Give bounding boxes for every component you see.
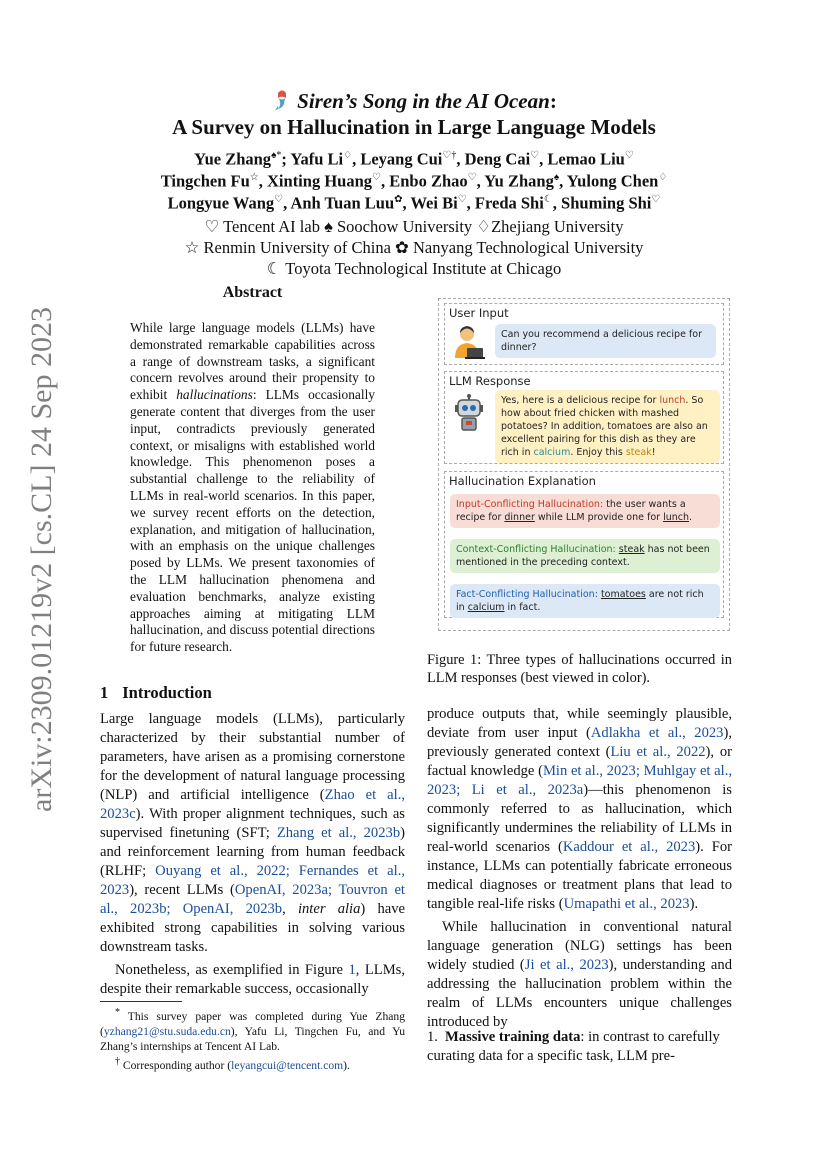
author: , Freda Shi xyxy=(466,193,544,213)
author: , Lemao Liu xyxy=(539,149,625,169)
author-mark: ♡ xyxy=(624,150,634,161)
text: ). With proper alignment techniques, such as supervised finetuning (SFT; xyxy=(100,806,405,841)
abstract-heading: Abstract xyxy=(222,284,283,301)
llm-response-bubble xyxy=(495,390,720,463)
llm-response-title: LLM Response xyxy=(449,374,531,388)
citation-link[interactable]: Ouyang et al., 2022; Fernandes et al., 2023 xyxy=(100,863,405,898)
citation-link[interactable]: Zhao et al., 2023c xyxy=(100,787,405,822)
abstract-text: : LLMs occasionally generate content that diverges from the user input, contradicts previously generated context, or misaligns with established world knowledge. This phenomenon poses a substantial challenge to the reliability of LLMs in real-world scenarios. In this paper, we survey recent efforts on the detection, explanation, and mitigation of hallucination, with an emphasis on the unique challenges posed by LLMs. We present taxonomies of the LLM hallucination phenomena and evaluation benchmarks, analyze existing approaches aiming at mitigating LLM hallucination, and discuss potential directions for future research. xyxy=(130,387,375,655)
input-lunch: lunch xyxy=(663,512,690,523)
author-mark: ♡ xyxy=(651,194,661,205)
footnotes xyxy=(100,1005,405,1073)
figure-caption: Figure 1: Three types of hallucinations occurred in LLM responses (best viewed in color). xyxy=(427,652,732,686)
footnote-1 xyxy=(100,1005,405,1054)
footnote-mark: * xyxy=(115,1007,120,1018)
author: , Wei Bi xyxy=(402,193,458,213)
author-mark: ♡ xyxy=(372,172,381,183)
affiliation-line-3: ☾ Toyota Technological Institute at Chicago xyxy=(266,259,562,278)
footnote-rule xyxy=(100,1001,182,1002)
paragraph xyxy=(427,705,732,914)
section-title: Introduction xyxy=(122,683,212,702)
arxiv-stamp: arXiv:2309.01219v2 [cs.CL] 24 Sep 2023 xyxy=(25,307,58,812)
resp-text: Yes, here is a delicious recipe for xyxy=(501,395,660,406)
author-mark: ♠* xyxy=(271,150,282,161)
author: , Yu Zhang xyxy=(476,171,554,191)
paragraph xyxy=(100,710,405,957)
resp-lunch: lunch xyxy=(659,395,686,406)
emphasis: inter alia xyxy=(297,901,361,917)
resp-text: . So how about fried chicken with mashed potatoes? In addition, tomatoes are also an excellent pairing for this dish as they are rich in xyxy=(501,395,708,458)
input-text: . xyxy=(689,512,693,523)
author-mark: ♡ xyxy=(530,150,540,161)
intro-left-column xyxy=(100,710,405,999)
hallucination-explanation-panel xyxy=(444,471,724,618)
list-text: : in contrast to carefully curating data for a specific task, LLM pre- xyxy=(427,1029,720,1064)
input-label: Input-Conflicting Hallucination: xyxy=(456,499,604,510)
text: )—this phenomenon is commonly referred to as hallucination, which significantly undermines the reliability of LLMs in real-world scenarios ( xyxy=(427,782,732,855)
text: Corresponding author ( xyxy=(120,1058,232,1072)
resp-calcium: calcium xyxy=(533,447,571,458)
text: ), previously generated context ( xyxy=(427,725,732,760)
fact-text: are not rich in xyxy=(456,589,704,613)
author: , Deng Cai xyxy=(456,149,531,169)
context-steak: steak xyxy=(618,544,645,555)
section-heading xyxy=(100,683,226,703)
user-input-title: User Input xyxy=(449,306,509,320)
text: ), or factual knowledge ( xyxy=(427,744,732,779)
list-item xyxy=(427,1028,732,1066)
author-mark: ☾ xyxy=(543,194,553,205)
citation-link[interactable]: Umapathi et al., 2023 xyxy=(563,896,690,912)
footnote-2 xyxy=(100,1054,405,1073)
fact-conflicting-box xyxy=(450,584,720,618)
user-input-bubble: Can you recommend a delicious recipe for dinner? xyxy=(495,324,716,358)
citation-link[interactable]: OpenAI, 2023a; Touvron et al., 2023b; OpenAI, 2023b xyxy=(100,882,405,917)
author: , Yulong Chen xyxy=(559,171,659,191)
citation-link[interactable]: Liu et al., 2022 xyxy=(610,744,706,760)
author: , Xinting Huang xyxy=(258,171,373,191)
text: ). xyxy=(343,1058,350,1072)
context-conflicting-box xyxy=(450,539,720,573)
robot-icon xyxy=(453,394,485,432)
author: , Shuming Shi xyxy=(552,193,652,213)
author: , Anh Tuan Luu xyxy=(283,193,395,213)
resp-steak: steak xyxy=(625,447,652,458)
citation-link[interactable]: Kaddour et al., 2023 xyxy=(562,839,696,855)
title-colon: : xyxy=(549,89,557,113)
input-conflicting-box xyxy=(450,494,720,528)
author: Yue Zhang xyxy=(194,149,272,169)
email-link[interactable]: yzhang21@stu.suda.edu.cn xyxy=(103,1024,231,1038)
input-text: the user wants a recipe for xyxy=(456,499,686,523)
abstract-emphasis: hallucinations xyxy=(176,387,253,403)
author-mark: ♡ xyxy=(457,194,467,205)
input-text: while LLM provide one for xyxy=(534,512,664,523)
fact-tomatoes: tomatoes xyxy=(600,589,646,600)
text: , LLMs, despite their remarkable success, occasionally xyxy=(100,962,405,997)
fact-label: Fact-Conflicting Hallucination: xyxy=(456,589,598,600)
text: Large language models (LLMs), particularly characterized by their substantial number of parameters, have arisen as a promising cornerstone for the development of natural language processing (NLP) and artificial intelligence ( xyxy=(100,711,405,803)
list-number: 1. xyxy=(427,1029,438,1045)
text: ). For instance, LLMs can potentially fabricate erroneous medical diagnoses or treatment plans that lead to tangible real-life risks ( xyxy=(427,839,733,912)
explanation-title: Hallucination Explanation xyxy=(449,474,596,488)
text: ), recent LLMs ( xyxy=(129,882,235,898)
author: , Enbo Zhao xyxy=(380,171,468,191)
author-mark: ♢ xyxy=(658,172,668,183)
intro-right-column xyxy=(427,705,732,1032)
context-label: Context-Conflicting Hallucination: xyxy=(456,544,616,555)
context-text: has not been mentioned in the preceding context. xyxy=(456,544,710,568)
author-mark: ♠ xyxy=(553,172,560,183)
author-line-3 xyxy=(0,189,828,215)
resp-text: . Enjoy this xyxy=(570,447,626,458)
fact-calcium: calcium xyxy=(467,602,505,613)
text: ) have exhibited strong capabilities in solving various downstream tasks. xyxy=(100,901,406,955)
author: Longyue Wang xyxy=(167,193,275,213)
paper-subtitle: A Survey on Hallucination in Large Language Models xyxy=(172,115,656,139)
mermaid-icon xyxy=(271,89,293,111)
title-italic: Siren’s Song in the AI Ocean xyxy=(297,89,550,113)
text: produce outputs that, while seemingly plausible, deviate from user input ( xyxy=(427,706,732,741)
citation-link[interactable]: Adlakha et al., 2023 xyxy=(590,725,724,741)
author: , Leyang Cui xyxy=(352,149,443,169)
resp-text: ! xyxy=(651,447,656,458)
input-dinner: dinner xyxy=(504,512,535,523)
citation-link[interactable]: Ji et al., 2023 xyxy=(524,957,609,973)
citation-link[interactable]: Min et al., 2023; Muhlgay et al., 2023; Li et al., 2023a xyxy=(427,763,732,798)
section-number: 1 xyxy=(100,683,109,702)
paper-title xyxy=(0,88,828,114)
abstract-body xyxy=(130,320,375,656)
figure-1 xyxy=(438,298,730,631)
text: ), understanding and addressing the hallucination problem within the realm of LLMs encounters unique challenges introduced by xyxy=(427,957,732,1030)
text: , xyxy=(282,901,298,917)
email-link[interactable]: leyangcui@tencent.com xyxy=(231,1058,344,1072)
author: Tingchen Fu xyxy=(160,171,250,191)
author-mark: ♡ xyxy=(274,194,284,205)
author-mark: ☆ xyxy=(249,172,259,183)
author: ; Yafu Li xyxy=(281,149,344,169)
paragraph xyxy=(427,918,732,1032)
figure-ref-link[interactable]: 1 xyxy=(348,962,356,978)
llm-response-panel xyxy=(444,371,724,464)
user-input-panel xyxy=(444,303,724,365)
text: While hallucination in conventional natural language generation (NLG) settings has been widely studied ( xyxy=(427,919,732,973)
text: ) and reinforcement learning from human feedback (RLHF; xyxy=(100,825,405,879)
citation-link[interactable]: Zhang et al., 2023b xyxy=(276,825,401,841)
affiliation-line-1: ♡ Tencent AI lab ♠ Soochow University ♢Zhejiang University xyxy=(204,217,624,236)
author-mark: ♡† xyxy=(442,150,457,161)
fact-text: in fact. xyxy=(504,602,541,613)
text: This survey paper was completed during Yue Zhang ( xyxy=(100,1009,405,1038)
text: ). xyxy=(689,896,699,912)
text: ), Yafu Li, Tingchen Fu, and Yu Zhang’s internships at Tencent AI Lab. xyxy=(100,1024,405,1053)
author-mark: ♡ xyxy=(467,172,477,183)
author-mark: ✿ xyxy=(394,194,403,205)
list-bold: Massive training data xyxy=(445,1029,581,1045)
text: Nonetheless, as exemplified in Figure xyxy=(115,962,349,978)
abstract-text: While large language models (LLMs) have demonstrated remarkable capabilities across a range of downstream tasks, a significant concern revolves around their propensity to exhibit xyxy=(130,320,375,403)
paragraph xyxy=(100,961,405,999)
author-mark: ♢ xyxy=(343,150,353,161)
affiliation-line-2: ☆ Renmin University of China ✿ Nanyang Technological University xyxy=(184,238,644,257)
user-icon xyxy=(453,324,485,360)
footnote-mark: † xyxy=(115,1055,120,1067)
